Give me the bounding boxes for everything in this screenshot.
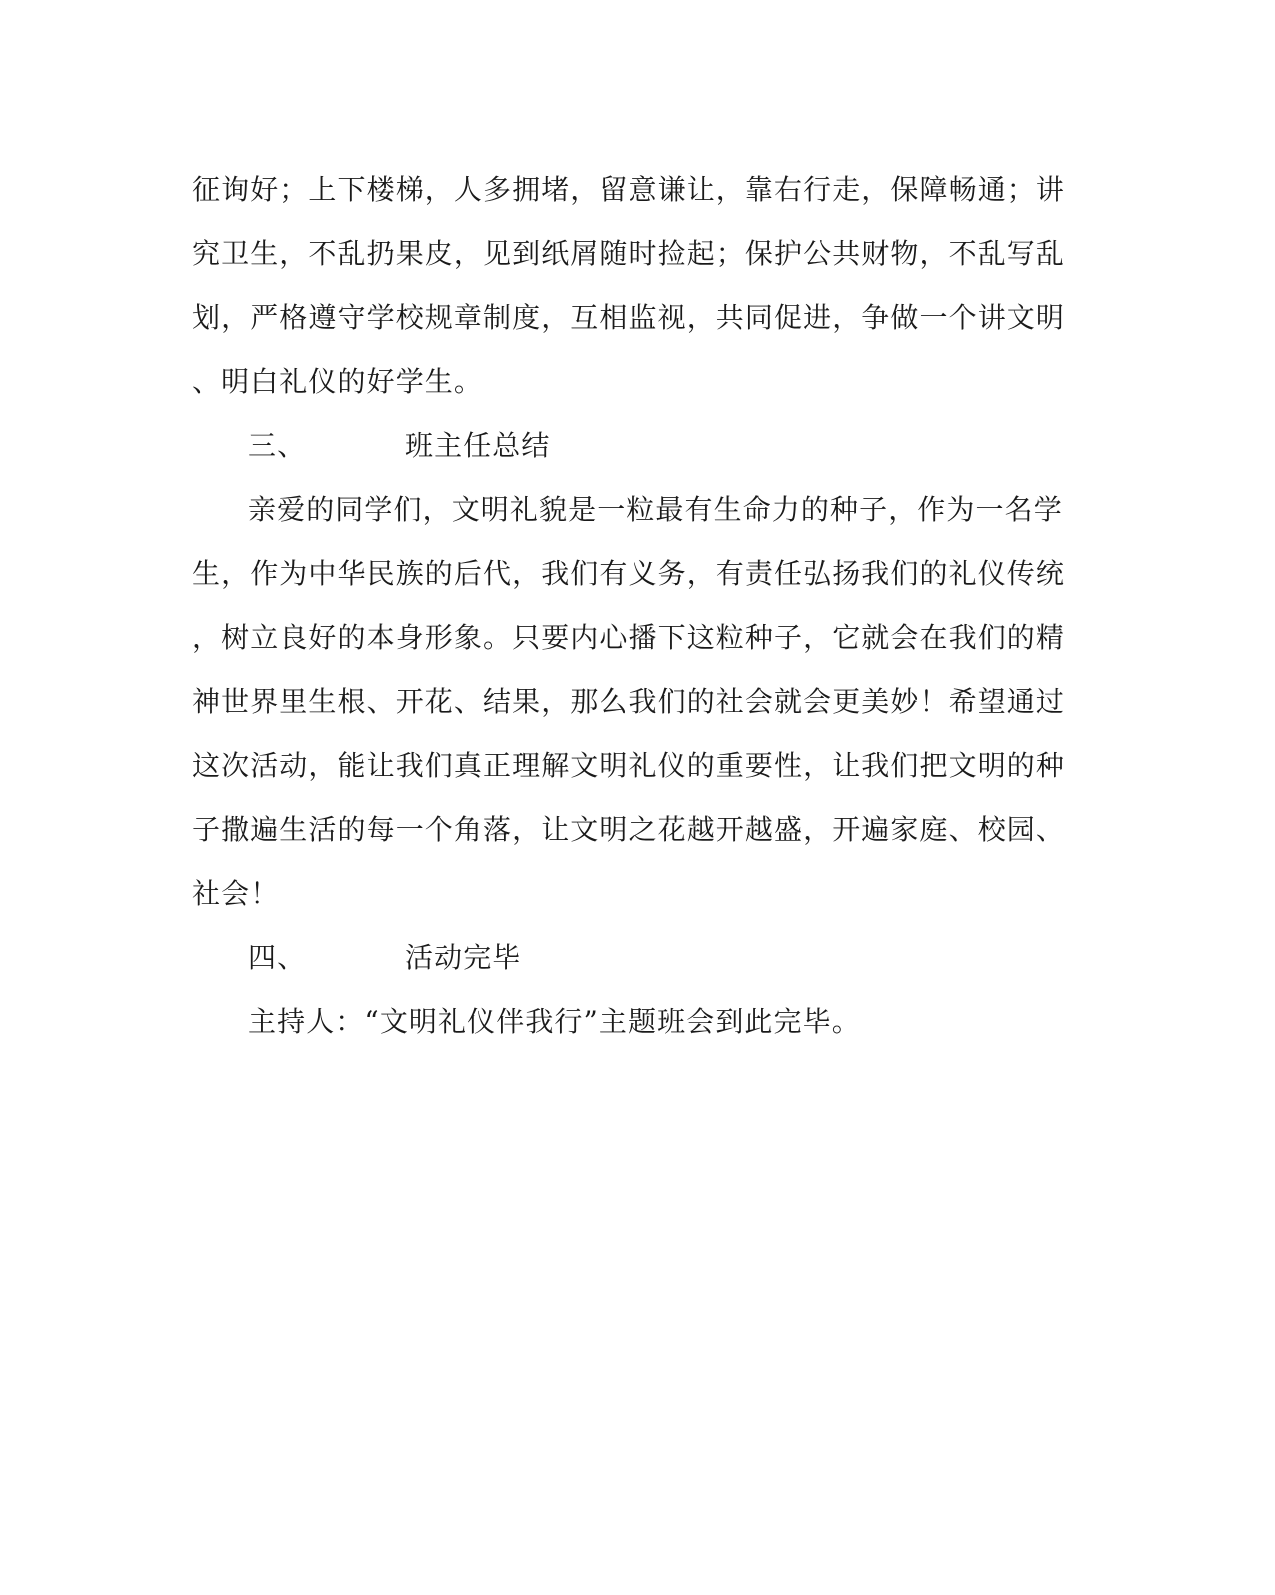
text-line: 生，作为中华民族的后代，我们有义务，有责任弘扬我们的礼仪传统 [192,557,1066,590]
text-line: 划，严格遵守学校规章制度，互相监视，共同促进，争做一个讲文明 [192,301,1066,334]
section-heading-3 [192,414,1052,478]
section-title: 活动完毕 [405,941,522,974]
text-line: 、明白礼仪的好学生。 [192,365,484,398]
text-line: 征询好；上下楼梯，人多拥堵，留意谦让，靠右行走，保障畅通；讲 [192,173,1066,206]
document-body [192,158,1066,1054]
text-line: 子撒遍生活的每一个角落，让文明之花越开越盛，开遍家庭、校园、 [192,813,1066,846]
section-heading-4 [192,926,1052,990]
text-line: 社会！ [192,877,280,910]
paragraph-teacher-summary [192,478,1066,926]
section-number: 四、 [248,941,307,974]
text-line: 究卫生，不乱扔果皮，见到纸屑随时捡起；保护公共财物，不乱写乱 [192,237,1066,270]
paragraph-etiquette-rules [192,158,1066,414]
text-line: ，树立良好的本身形象。只要内心播下这粒种子，它就会在我们的精 [192,621,1066,654]
text-line: 神世界里生根、开花、结果，那么我们的社会就会更美妙！希望通过 [192,685,1066,718]
section-number: 三、 [248,429,307,462]
text-line: 这次活动，能让我们真正理解文明礼仪的重要性，让我们把文明的种 [192,749,1066,782]
closing-statement: 主持人：“文明礼仪伴我行”主题班会到此完毕。 [248,1005,861,1038]
text-line: 亲爱的同学们，文明礼貌是一粒最有生命力的种子，作为一名学 [248,493,1063,526]
section-title: 班主任总结 [405,429,551,462]
